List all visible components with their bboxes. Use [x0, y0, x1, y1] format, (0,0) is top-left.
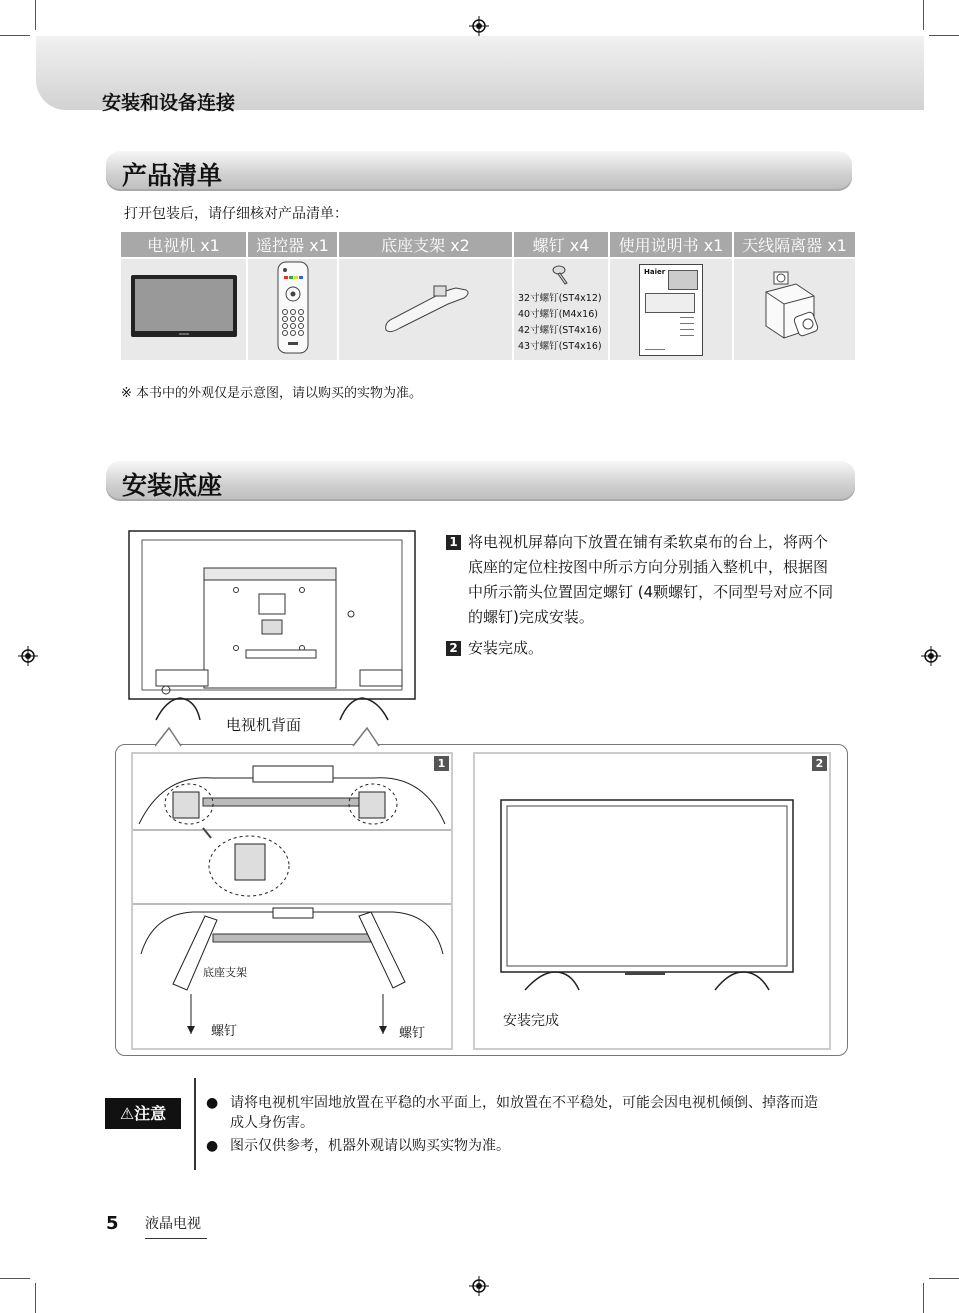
- crop-mark: [923, 1283, 924, 1313]
- intro-text: 打开包装后，请仔细核对产品清单：: [124, 206, 348, 222]
- disclaimer-note: ※ 本书中的外观仅是示意图，请以购买的实物为准。: [121, 386, 423, 401]
- stand-insertion-diagram: [133, 754, 451, 1048]
- tv-cell: [121, 258, 247, 360]
- remote-cell: [247, 258, 338, 360]
- manual-cell: [609, 258, 733, 360]
- column-header-stand: 底座支架 x2: [338, 232, 513, 258]
- warning-triangle-icon: ⚠: [119, 1104, 135, 1123]
- column-header-remote: 遥控器 x1: [247, 232, 338, 258]
- step-1: [446, 530, 836, 626]
- assembled-tv-diagram: [475, 754, 829, 1048]
- caution-text: 图示仅供参考，机器外观请以购买实物为准。: [230, 1138, 510, 1154]
- column-header-tv: 电视机 x1: [121, 232, 247, 258]
- crop-mark: [35, 0, 36, 30]
- complete-label: 安装完成: [503, 1013, 559, 1029]
- step-text: 安装完成。: [468, 639, 544, 657]
- screw-size-item: 42寸螺钉(ST4x16): [518, 324, 602, 336]
- crop-mark: [929, 35, 959, 36]
- step-number: 2: [446, 641, 461, 656]
- caution-label: 注意: [134, 1104, 167, 1123]
- panel-number: 2: [812, 756, 827, 771]
- stand-cell: [338, 258, 513, 360]
- bullet-icon: ●: [206, 1138, 219, 1154]
- page-header-title: 安装和设备连接: [102, 92, 236, 114]
- stand-icon: [376, 278, 476, 338]
- registration-mark-icon: [18, 646, 38, 666]
- panel-step-1: [131, 752, 453, 1050]
- screw-size-item: 43寸螺钉(ST4x16): [518, 340, 602, 352]
- antenna-isolator-cell: [733, 258, 855, 360]
- section-title-product-list: 产品清单: [122, 161, 223, 190]
- caution-text: 请将电视机牢固地放置在平稳的水平面上，如放置在不平稳处，可能会因电视机倾倒、掉落而造成人身伤害。: [230, 1095, 818, 1131]
- tv-back-label: 电视机背面: [226, 716, 302, 734]
- bullet-icon: ●: [206, 1095, 219, 1111]
- column-header-manual: 使用说明书 x1: [609, 232, 733, 258]
- step-text: 将电视机屏幕向下放置在铺有柔软桌布的台上，将两个底座的定位柱按图中所示方向分别插入整机中，根据图中所示箭头位置固定螺钉 (4颗螺钉，不同型号对应不同的螺钉)完成安装。: [468, 533, 834, 626]
- panel-step-2: [473, 752, 831, 1050]
- stand-label: 底座支架: [203, 966, 247, 979]
- registration-mark-icon: [469, 16, 489, 36]
- caution-badge: [105, 1098, 181, 1129]
- crop-mark: [0, 1278, 30, 1279]
- crop-mark: [923, 0, 924, 30]
- tv-back-diagram: [126, 528, 418, 724]
- step-2: [446, 636, 836, 661]
- screw-label-right: 螺钉: [399, 1026, 426, 1041]
- column-header-antenna-isolator: 天线隔离器 x1: [733, 232, 855, 258]
- page-number: 5: [106, 1213, 119, 1234]
- screw-cell: [513, 258, 609, 360]
- screw-icon: [551, 265, 571, 287]
- tv-icon: [129, 273, 239, 343]
- screw-size-list: [518, 291, 608, 355]
- column-header-screw: 螺钉 x4: [513, 232, 609, 258]
- step-number: 1: [446, 535, 461, 550]
- screw-size-item: 32寸螺钉(ST4x12): [518, 292, 602, 304]
- registration-mark-icon: [921, 646, 941, 666]
- antenna-isolator-icon: [760, 268, 830, 348]
- registration-mark-icon: [469, 1276, 489, 1296]
- screw-size-item: 40寸螺钉(M4x16): [518, 308, 598, 320]
- panel-number: 1: [434, 756, 449, 771]
- crop-mark: [0, 35, 30, 36]
- callout-notches: [155, 726, 385, 748]
- manual-brand-logo: Haier: [644, 267, 666, 276]
- crop-mark: [929, 1278, 959, 1279]
- footer-label: 液晶电视: [145, 1213, 207, 1239]
- manual-icon: [639, 264, 703, 356]
- screw-label-left: 螺钉: [211, 1024, 238, 1039]
- caution-divider: [194, 1078, 196, 1170]
- section-title-install-stand: 安装底座: [122, 471, 223, 500]
- product-table: [121, 232, 855, 360]
- crop-mark: [35, 1283, 36, 1313]
- remote-control-icon: [273, 260, 313, 355]
